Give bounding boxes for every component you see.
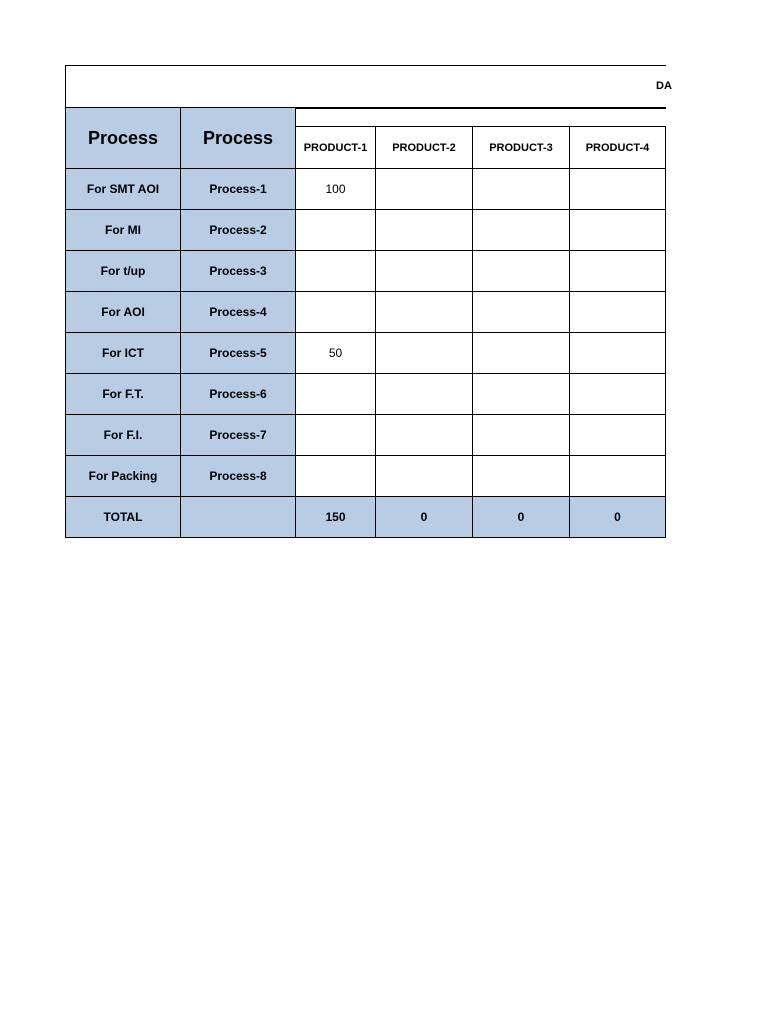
quantity-cell[interactable] — [569, 169, 666, 210]
row-process: Process-3 — [180, 251, 295, 292]
row-label: For SMT AOI — [65, 169, 180, 210]
quantity-cell[interactable] — [375, 251, 472, 292]
quantity-cell[interactable] — [472, 251, 569, 292]
quantity-cell[interactable] — [472, 333, 569, 374]
total-value-1: 150 — [295, 497, 375, 538]
row-process: Process-5 — [180, 333, 295, 374]
quantity-cell[interactable] — [569, 292, 666, 333]
quantity-cell[interactable]: 50 — [295, 333, 375, 374]
quantity-cell[interactable] — [295, 292, 375, 333]
spreadsheet — [65, 65, 672, 538]
quantity-cell[interactable] — [569, 251, 666, 292]
row-process: Process-7 — [180, 415, 295, 456]
row-label: For Packing — [65, 456, 180, 497]
total-process — [180, 497, 295, 538]
product-header-1: PRODUCT-1 — [295, 126, 375, 169]
row-process: Process-1 — [180, 169, 295, 210]
title-row — [65, 65, 672, 108]
product-header-4: PRODUCT-4 — [569, 126, 666, 169]
quantity-cell[interactable] — [375, 169, 472, 210]
quantity-cell[interactable] — [569, 374, 666, 415]
quantity-cell[interactable] — [569, 210, 666, 251]
quantity-cell[interactable] — [472, 456, 569, 497]
quantity-cell[interactable] — [375, 456, 472, 497]
row-label: For F.T. — [65, 374, 180, 415]
product-header-2: PRODUCT-2 — [375, 126, 472, 169]
row-process: Process-6 — [180, 374, 295, 415]
row-process: Process-8 — [180, 456, 295, 497]
quantity-cell[interactable] — [295, 374, 375, 415]
row-process: Process-4 — [180, 292, 295, 333]
quantity-cell[interactable] — [375, 210, 472, 251]
quantity-cell[interactable] — [569, 333, 666, 374]
quantity-cell[interactable] — [472, 169, 569, 210]
quantity-cell[interactable] — [472, 210, 569, 251]
quantity-cell[interactable] — [295, 415, 375, 456]
total-label: TOTAL — [65, 497, 180, 538]
row-label: For ICT — [65, 333, 180, 374]
quantity-cell[interactable]: 100 — [295, 169, 375, 210]
header-process-category: Process — [65, 108, 180, 169]
header-process-step: Process — [180, 108, 295, 169]
sheet-title: DA — [656, 80, 672, 92]
row-process: Process-2 — [180, 210, 295, 251]
quantity-cell[interactable] — [375, 415, 472, 456]
quantity-cell[interactable] — [472, 374, 569, 415]
quantity-cell[interactable] — [472, 415, 569, 456]
quantity-cell[interactable] — [569, 456, 666, 497]
total-value-4: 0 — [569, 497, 666, 538]
quantity-cell[interactable] — [472, 292, 569, 333]
row-label: For F.I. — [65, 415, 180, 456]
quantity-cell[interactable] — [295, 210, 375, 251]
product-header-3: PRODUCT-3 — [472, 126, 569, 169]
quantity-cell[interactable] — [569, 415, 666, 456]
quantity-cell[interactable] — [375, 292, 472, 333]
quantity-cell[interactable] — [295, 456, 375, 497]
row-label: For MI — [65, 210, 180, 251]
row-label: For AOI — [65, 292, 180, 333]
total-value-2: 0 — [375, 497, 472, 538]
row-label: For t/up — [65, 251, 180, 292]
header-gap-border — [295, 108, 296, 126]
quantity-cell[interactable] — [375, 374, 472, 415]
header-divider — [295, 108, 666, 109]
total-value-3: 0 — [472, 497, 569, 538]
quantity-cell[interactable] — [375, 333, 472, 374]
quantity-cell[interactable] — [295, 251, 375, 292]
